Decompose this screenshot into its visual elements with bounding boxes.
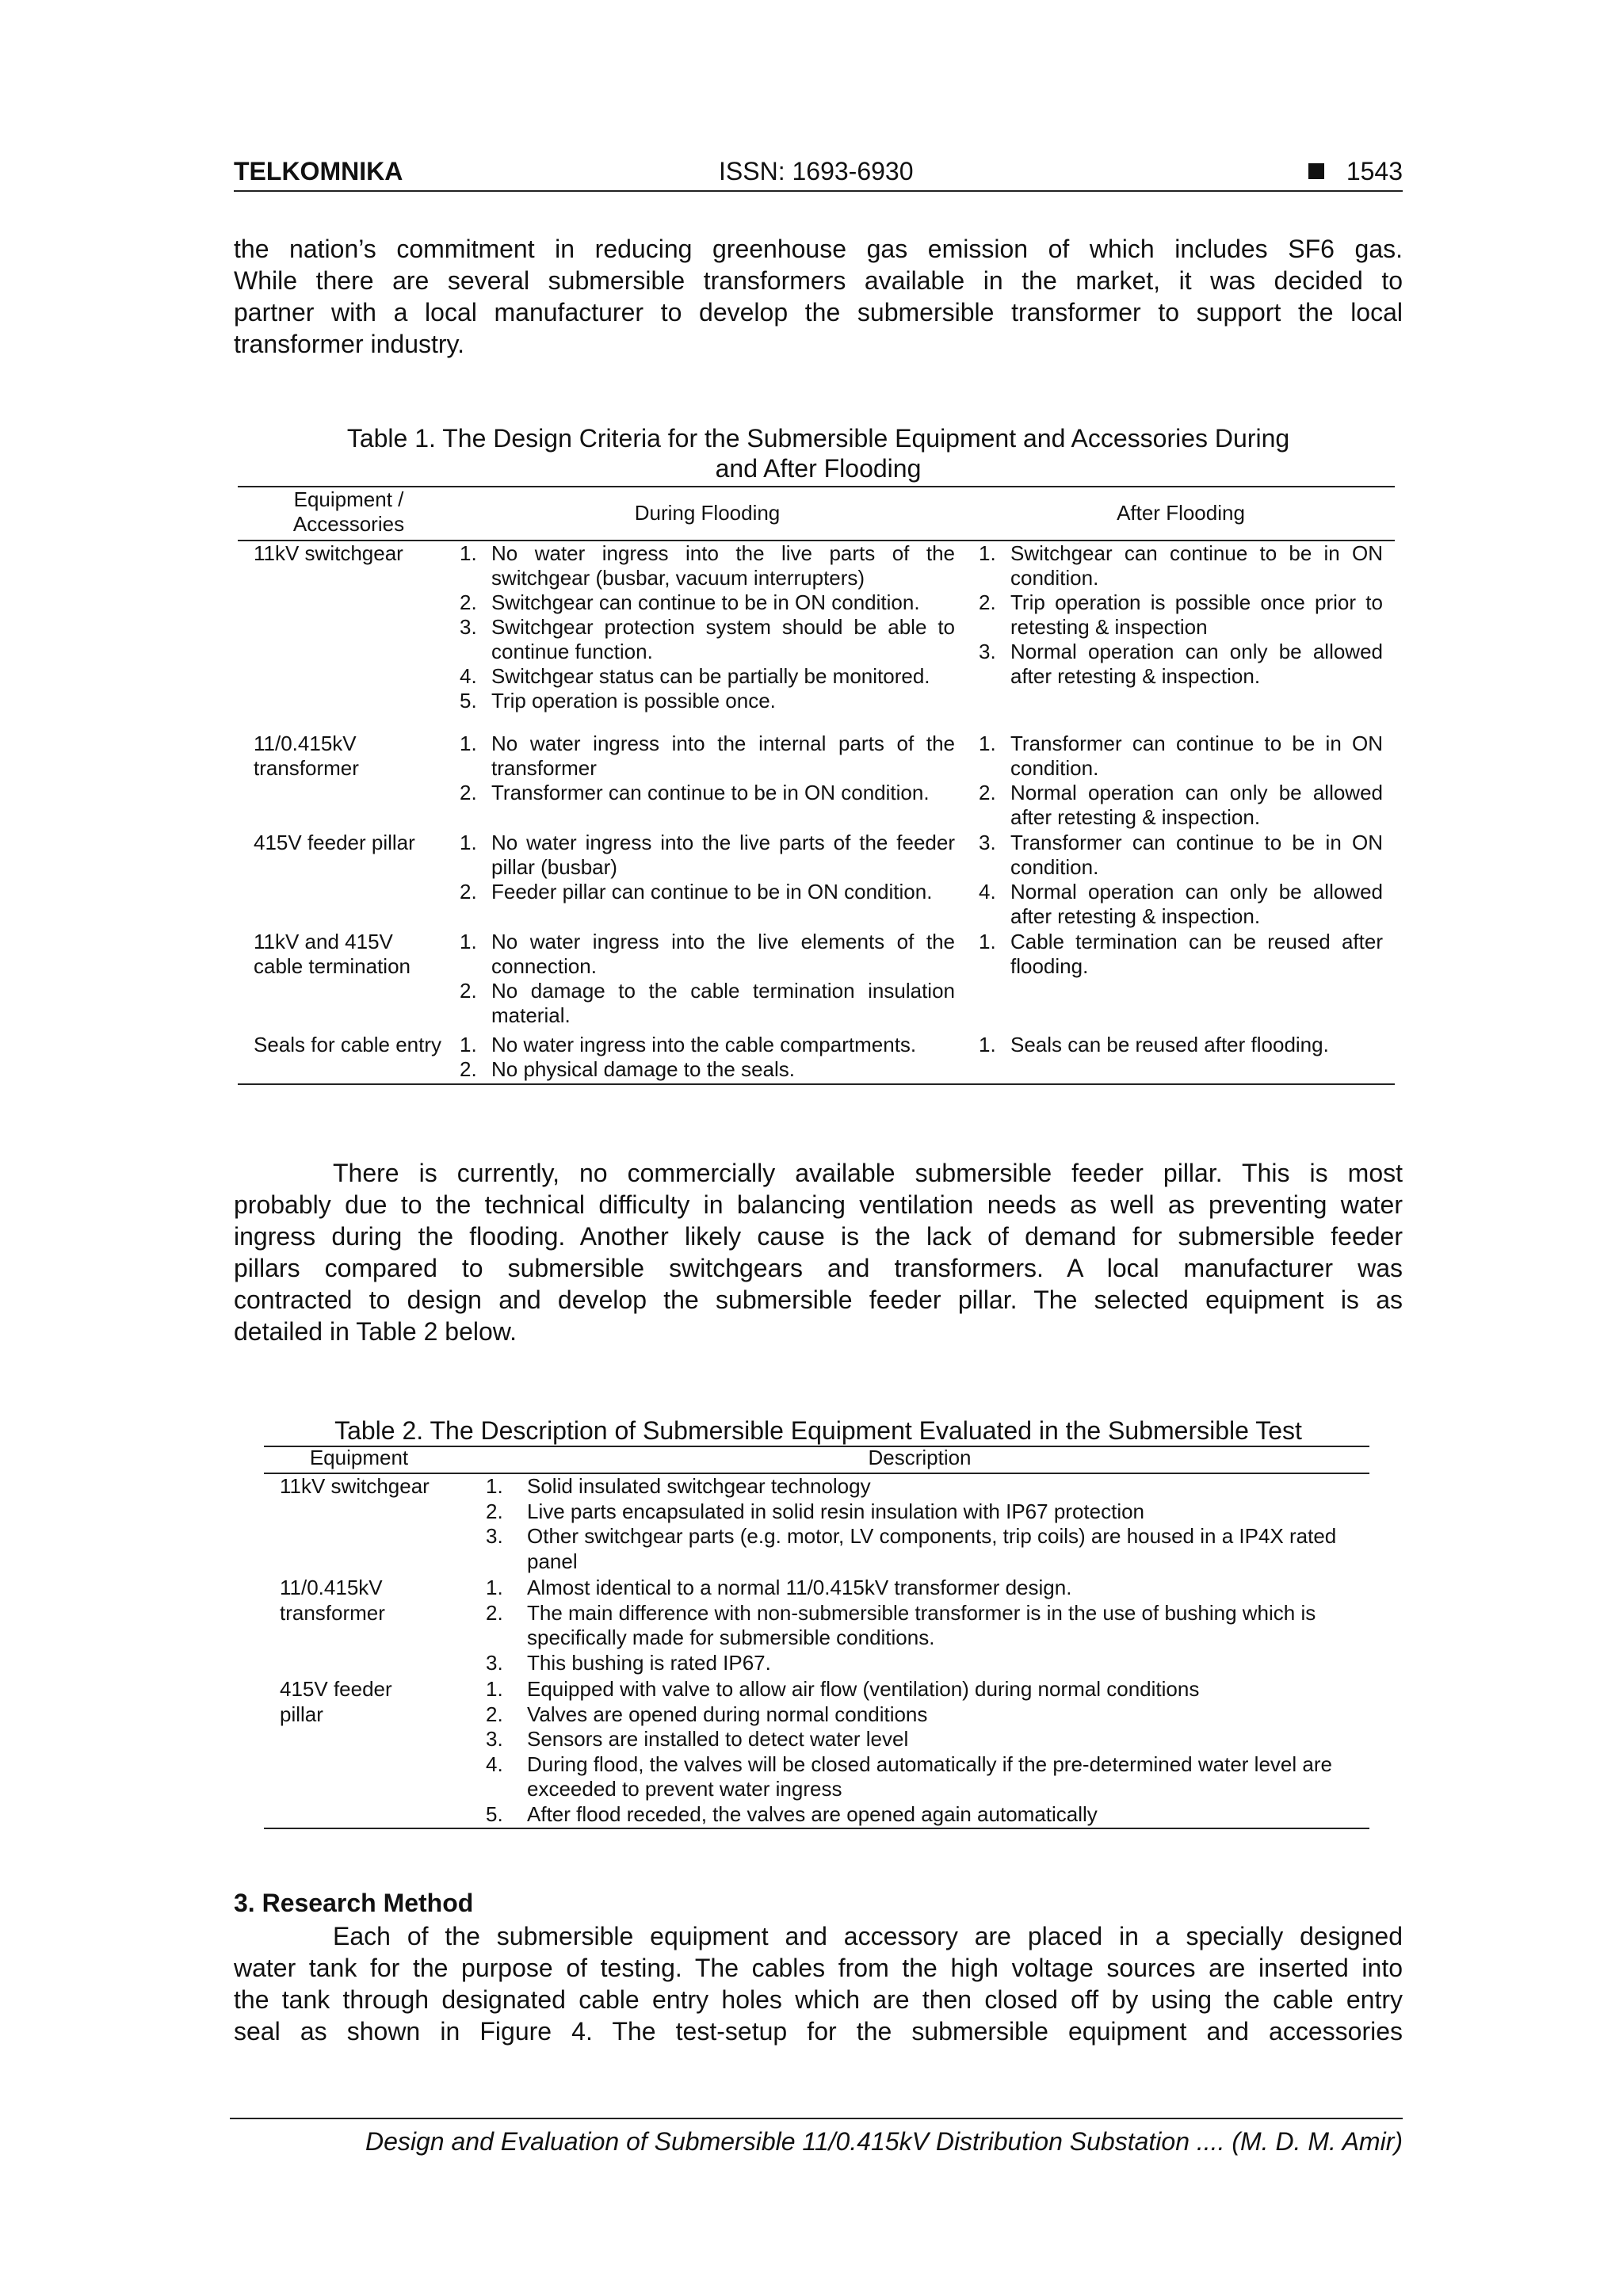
list-text: The main difference with non-submersible transformer is in the use of bushing which is specifically made for submersible conditions. <box>527 1600 1316 1649</box>
list-text: Transformer can continue to be in ON condition. <box>491 781 930 804</box>
header-during: During Flooding <box>634 501 781 525</box>
list-number: 2. <box>460 590 477 614</box>
text-line: probably due to the technical difficulty in balancing ventilation needs as well as preventing water <box>234 1190 1403 1219</box>
list-item <box>486 1727 1354 1752</box>
list-item <box>486 1651 1354 1676</box>
page-number-block <box>1308 157 1403 186</box>
equipment-cell: 415V feeder pillar <box>280 1677 392 1726</box>
list-item <box>486 1474 1354 1499</box>
list-text: No physical damage to the seals. <box>491 1057 795 1081</box>
list-number: 5. <box>486 1801 503 1826</box>
table2 <box>264 1446 1369 1829</box>
list-text: Feeder pillar can continue to be in ON condition. <box>491 880 933 904</box>
list-item <box>979 541 1383 590</box>
list-item <box>460 1057 955 1082</box>
cell-list <box>460 732 955 805</box>
list-text: Equipped with valve to allow air flow (ventilation) during normal conditions <box>527 1677 1200 1701</box>
list-number: 1. <box>979 1033 996 1056</box>
list-number: 1. <box>486 1677 503 1701</box>
text-line: ingress during the flooding. Another likely cause is the lack of demand for submersible feeder <box>234 1222 1403 1251</box>
list-item <box>979 640 1383 689</box>
text-line: transformer industry. <box>234 330 465 358</box>
page-number: 1543 <box>1346 157 1403 185</box>
equipment-cell: Seals for cable entry <box>254 1033 442 1056</box>
table-row <box>238 732 1395 831</box>
list-text: No water ingress into the live elements of the connection. <box>491 930 955 978</box>
list-item <box>486 1677 1354 1702</box>
list-item <box>979 930 1383 979</box>
list-number: 1. <box>486 1474 503 1498</box>
text-line: water tank for the purpose of testing. The cables from the high voltage sources are inserted into <box>234 1954 1403 1982</box>
list-number: 3. <box>486 1727 503 1751</box>
list-item <box>460 1033 955 1057</box>
cell-list <box>979 732 1383 830</box>
text-line: the tank through designated cable entry holes which are then closed off by using the cable entry <box>234 1985 1403 2014</box>
text-line: While there are several submersible transformers available in the market, it was decided to <box>234 266 1403 295</box>
list-item <box>460 781 955 805</box>
text-line: the nation’s commitment in reducing greenhouse gas emission of which includes SF6 gas. <box>234 235 1403 263</box>
issn: ISSN: 1693-6930 <box>719 157 914 185</box>
table1 <box>238 486 1395 1085</box>
text-line: Each of the submersible equipment and accessory are placed in a specially designed <box>333 1922 1403 1950</box>
list-number: 2. <box>460 880 477 904</box>
list-number: 2. <box>460 979 477 1003</box>
list-text: Sensors are installed to detect water level <box>527 1727 909 1751</box>
header-equipment: Equipment <box>309 1446 409 1469</box>
list-text: No damage to the cable termination insulation material. <box>491 979 955 1027</box>
list-number: 2. <box>460 1057 477 1081</box>
table-row <box>238 1033 1395 1083</box>
section-heading: 3. Research Method <box>234 1889 474 1917</box>
table2-body <box>264 1474 1369 1828</box>
list-number: 4. <box>460 664 477 688</box>
list-number: 3. <box>486 1524 503 1548</box>
list-text: Normal operation can only be allowed after retesting & inspection. <box>1010 880 1383 928</box>
list-text: Switchgear can continue to be in ON condition. <box>491 590 920 614</box>
list-item <box>460 664 955 689</box>
list-number: 1. <box>460 1033 477 1056</box>
list-item <box>460 689 955 713</box>
list-text: Switchgear can continue to be in ON condition. <box>1010 541 1383 590</box>
list-number: 1. <box>460 732 477 755</box>
list-number: 3. <box>979 640 996 663</box>
list-number: 2. <box>486 1702 503 1726</box>
list-number: 3. <box>486 1650 503 1675</box>
list-item <box>460 541 955 590</box>
list-text: Valves are opened during normal conditions <box>527 1702 928 1726</box>
list-text: Transformer can continue to be in ON condition. <box>1010 831 1383 879</box>
running-header <box>234 157 1403 192</box>
list-item <box>460 979 955 1028</box>
list-number: 2. <box>486 1499 503 1523</box>
list-item <box>486 1576 1354 1601</box>
cell-list <box>460 541 955 713</box>
table-row <box>264 1576 1369 1677</box>
equipment-cell: 11/0.415kV transformer <box>280 1576 385 1625</box>
list-item <box>979 590 1383 640</box>
list-item <box>979 1033 1383 1057</box>
list-number: 2. <box>979 590 996 614</box>
list-text: Cable termination can be reused after flooding. <box>1010 930 1383 978</box>
list-item <box>486 1601 1354 1651</box>
equipment-cell: 415V feeder pillar <box>254 831 415 854</box>
list-text: Normal operation can only be allowed after retesting & inspection. <box>1010 781 1383 829</box>
list-text: Live parts encapsulated in solid resin insulation with IP67 protection <box>527 1499 1145 1523</box>
table1-body <box>238 541 1395 1083</box>
table-row <box>238 541 1395 732</box>
text-line: partner with a local manufacturer to develop the submersible transformer to support the local <box>234 298 1403 327</box>
list-number: 1. <box>460 541 477 565</box>
list-text: Other switchgear parts (e.g. motor, LV components, trip coils) are housed in a IP4X rated panel <box>527 1524 1337 1573</box>
list-text: During flood, the valves will be closed automatically if the pre-determined water level are exceeded to prevent water ingress <box>527 1752 1332 1801</box>
header-after: After Flooding <box>1117 501 1245 525</box>
header-equipment: Equipment / Accessories <box>292 487 405 536</box>
list-text: Seals can be reused after flooding. <box>1010 1033 1329 1056</box>
list-text: No water ingress into the internal parts of the transformer <box>491 732 955 780</box>
list-item <box>460 615 955 664</box>
running-footer: Design and Evaluation of Submersible 11/0.415kV Distribution Substation .... (M. D. M. Amir) <box>230 2118 1403 2157</box>
table1-caption <box>234 423 1403 483</box>
list-number: 2. <box>486 1600 503 1625</box>
list-item <box>979 732 1383 781</box>
list-text: Transformer can continue to be in ON condition. <box>1010 732 1383 780</box>
research-method-paragraph <box>234 1920 1403 2047</box>
list-item <box>486 1752 1354 1802</box>
cell-list <box>460 930 955 1028</box>
square-bullet-icon <box>1308 163 1324 179</box>
cell-list <box>486 1576 1354 1675</box>
list-item <box>486 1499 1354 1525</box>
list-number: 5. <box>460 689 477 712</box>
list-item <box>486 1524 1354 1574</box>
caption-line: Table 2. The Description of Submersible Equipment Evaluated in the Submersible Test <box>334 1416 1302 1445</box>
list-item <box>979 880 1383 929</box>
list-item <box>460 732 955 781</box>
equipment-cell: 11/0.415kV transformer <box>254 732 359 780</box>
text-line: contracted to design and develop the submersible feeder pillar. The selected equipment is as <box>234 1286 1403 1314</box>
text-line: seal as shown in Figure 4. The test-setup for the submersible equipment and accessories <box>234 2017 1403 2046</box>
list-item <box>460 590 955 615</box>
list-text: Switchgear status can be partially be monitored. <box>491 664 930 688</box>
caption-line: and After Flooding <box>715 454 922 483</box>
cell-list <box>979 930 1383 979</box>
table-row <box>238 831 1395 930</box>
list-text: No water ingress into the live parts of the feeder pillar (busbar) <box>491 831 955 879</box>
table-row <box>238 930 1395 1033</box>
list-text: Switchgear protection system should be able to continue function. <box>491 615 955 663</box>
list-number: 1. <box>460 930 477 953</box>
list-text: Trip operation is possible once. <box>491 689 776 712</box>
header-description: Description <box>868 1446 972 1469</box>
table2-header <box>264 1447 1369 1474</box>
list-item <box>979 831 1383 880</box>
list-item <box>979 781 1383 830</box>
intro-paragraph <box>234 233 1403 360</box>
list-number: 4. <box>486 1752 503 1776</box>
list-text: No water ingress into the cable compartments. <box>491 1033 917 1056</box>
list-item <box>460 831 955 880</box>
list-text: Trip operation is possible once prior to retesting & inspection <box>1010 590 1383 639</box>
list-text: Normal operation can only be allowed after retesting & inspection. <box>1010 640 1383 688</box>
equipment-cell: 11kV and 415V cable termination <box>254 930 411 978</box>
paragraph-feeder-pillar <box>234 1157 1403 1347</box>
list-number: 1. <box>460 831 477 854</box>
list-number: 1. <box>486 1576 503 1599</box>
cell-list <box>460 1033 955 1082</box>
list-number: 4. <box>979 880 996 904</box>
list-item <box>460 880 955 904</box>
cell-list <box>460 831 955 904</box>
text-line: pillars compared to submersible switchgears and transformers. A local manufacturer was <box>234 1254 1403 1282</box>
text-line: detailed in Table 2 below. <box>234 1317 517 1346</box>
list-number: 3. <box>979 831 996 854</box>
table1-header <box>238 487 1395 541</box>
list-text: Solid insulated switchgear technology <box>527 1474 871 1498</box>
list-number: 2. <box>460 781 477 804</box>
caption-line: Table 1. The Design Criteria for the Submersible Equipment and Accessories During <box>346 424 1290 453</box>
list-item <box>486 1802 1354 1828</box>
cell-list <box>486 1474 1354 1574</box>
equipment-cell: 11kV switchgear <box>280 1474 430 1498</box>
cell-list <box>979 541 1383 689</box>
list-text: This bushing is rated IP67. <box>527 1650 771 1675</box>
list-number: 1. <box>979 541 996 565</box>
table2-caption <box>234 1415 1403 1446</box>
equipment-cell: 11kV switchgear <box>254 541 403 565</box>
cell-list <box>486 1677 1354 1827</box>
list-text: After flood receded, the valves are opened again automatically <box>527 1801 1098 1826</box>
table-row <box>264 1677 1369 1828</box>
text-line: There is currently, no commercially available submersible feeder pillar. This is most <box>333 1159 1403 1187</box>
list-number: 1. <box>979 732 996 755</box>
list-text: Almost identical to a normal 11/0.415kV transformer design. <box>527 1576 1072 1599</box>
list-number: 2. <box>979 781 996 804</box>
list-number: 1. <box>979 930 996 953</box>
list-text: No water ingress into the live parts of the switchgear (busbar, vacuum interrupters) <box>491 541 955 590</box>
list-number: 3. <box>460 615 477 639</box>
journal-name: TELKOMNIKA <box>234 157 403 185</box>
cell-list <box>979 831 1383 929</box>
table-row <box>264 1474 1369 1576</box>
list-item <box>486 1702 1354 1728</box>
list-item <box>460 930 955 979</box>
cell-list <box>979 1033 1383 1057</box>
